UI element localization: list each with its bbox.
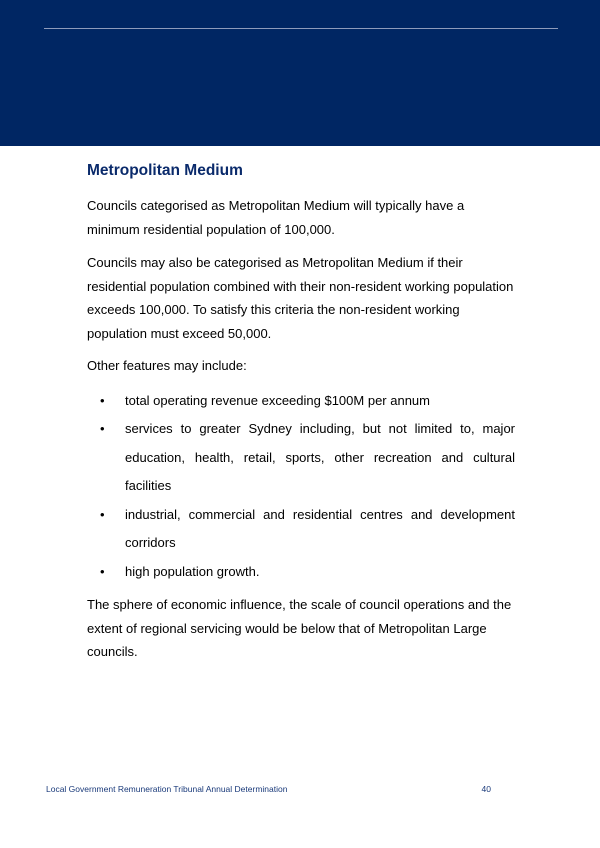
bullet-icon: • xyxy=(100,563,105,579)
list-item: • services to greater Sydney including, but not limited to, major education, health, retail, sports, other recreation and cultural facilities xyxy=(125,415,515,501)
bullet-icon: • xyxy=(100,506,105,522)
paragraph-criteria: Councils may also be categorised as Metropolitan Medium if their residential population combined with their non-resident working population exceeds 100,000. To satisfy this criteria the non-resident working population must exceed 50,000. xyxy=(87,255,514,341)
header-rule xyxy=(44,28,558,29)
bullet-icon: • xyxy=(100,421,105,436)
features-list xyxy=(87,387,515,587)
list-item: • high population growth. xyxy=(125,558,515,587)
section-title: Metropolitan Medium xyxy=(87,162,243,179)
footer-text: Local Government Remuneration Tribunal Annual Determination xyxy=(46,784,288,794)
list-item: • industrial, commercial and residential centres and development corridors xyxy=(125,501,515,558)
bullet-icon: • xyxy=(100,392,105,408)
header-banner xyxy=(0,0,600,146)
paragraph-conclusion: The sphere of economic influence, the scale of council operations and the extent of regional servicing would be below that of Metropolitan Large councils. xyxy=(87,597,512,659)
paragraph-population: Councils categorised as Metropolitan Medium will typically have a minimum residential population of 100,000. xyxy=(87,198,465,237)
paragraph-features-intro: Other features may include: xyxy=(87,358,247,373)
main-content xyxy=(87,158,515,664)
page-footer xyxy=(46,784,491,794)
page-number: 40 xyxy=(481,784,491,794)
list-item: • total operating revenue exceeding $100M per annum xyxy=(125,387,515,416)
